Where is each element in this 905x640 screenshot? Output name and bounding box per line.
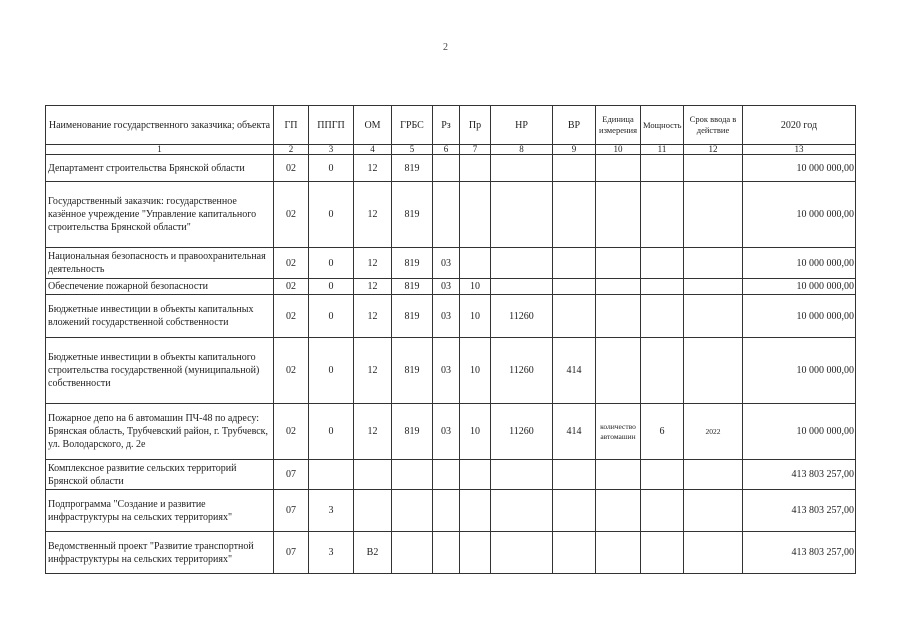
cell-capacity: 6 <box>641 404 684 460</box>
cell-om: 12 <box>354 248 392 279</box>
header-om: ОМ <box>354 106 392 145</box>
cell-gp: 02 <box>274 279 309 295</box>
cell-grbs <box>392 490 433 532</box>
cell-amount: 413 803 257,00 <box>743 460 856 490</box>
table-row <box>46 532 856 574</box>
header-nr: НР <box>491 106 553 145</box>
cell-unit <box>596 338 641 404</box>
cell-om: 12 <box>354 182 392 248</box>
cell-deadline <box>684 295 743 338</box>
cell-amount: 413 803 257,00 <box>743 532 856 574</box>
header-ppgp: ППГП <box>309 106 354 145</box>
cell-amount: 10 000 000,00 <box>743 295 856 338</box>
column-number: 7 <box>460 145 491 155</box>
cell-ppgp: 3 <box>309 532 354 574</box>
cell-deadline <box>684 532 743 574</box>
cell-om <box>354 460 392 490</box>
column-number: 13 <box>743 145 856 155</box>
cell-capacity <box>641 279 684 295</box>
header-capacity: Мощность <box>641 106 684 145</box>
cell-vr <box>553 460 596 490</box>
cell-vr <box>553 248 596 279</box>
cell-rz: 03 <box>433 295 460 338</box>
cell-deadline <box>684 338 743 404</box>
cell-amount: 10 000 000,00 <box>743 338 856 404</box>
header-year: 2020 год <box>743 106 856 145</box>
cell-amount: 10 000 000,00 <box>743 155 856 182</box>
cell-capacity <box>641 490 684 532</box>
cell-rz <box>433 182 460 248</box>
cell-unit <box>596 248 641 279</box>
table-row <box>46 248 856 279</box>
cell-name: Национальная безопасность и правоохранительная деятельность <box>46 248 274 279</box>
cell-grbs <box>392 460 433 490</box>
table-row <box>46 490 856 532</box>
cell-unit <box>596 182 641 248</box>
cell-unit <box>596 460 641 490</box>
cell-ppgp: 0 <box>309 248 354 279</box>
cell-rz: 03 <box>433 404 460 460</box>
cell-vr: 414 <box>553 338 596 404</box>
cell-om: 12 <box>354 279 392 295</box>
cell-nr: 11260 <box>491 295 553 338</box>
cell-capacity <box>641 155 684 182</box>
header-unit: Единица измерения <box>596 106 641 145</box>
cell-vr: 414 <box>553 404 596 460</box>
cell-om <box>354 490 392 532</box>
cell-capacity <box>641 460 684 490</box>
cell-grbs: 819 <box>392 182 433 248</box>
budget-table <box>45 105 856 574</box>
cell-unit <box>596 490 641 532</box>
header-vr: ВР <box>553 106 596 145</box>
cell-vr <box>553 279 596 295</box>
header-rz: Рз <box>433 106 460 145</box>
cell-rz <box>433 155 460 182</box>
cell-grbs: 819 <box>392 279 433 295</box>
cell-rz: 03 <box>433 338 460 404</box>
cell-ppgp: 0 <box>309 295 354 338</box>
cell-nr <box>491 532 553 574</box>
cell-pr: 10 <box>460 338 491 404</box>
table-row <box>46 295 856 338</box>
cell-amount: 10 000 000,00 <box>743 279 856 295</box>
cell-vr <box>553 490 596 532</box>
column-number: 5 <box>392 145 433 155</box>
cell-rz: 03 <box>433 279 460 295</box>
column-number: 11 <box>641 145 684 155</box>
cell-vr <box>553 155 596 182</box>
header-pr: Пр <box>460 106 491 145</box>
cell-amount: 10 000 000,00 <box>743 182 856 248</box>
table-row <box>46 460 856 490</box>
cell-pr <box>460 460 491 490</box>
cell-unit: количество автомашин <box>596 404 641 460</box>
table-row <box>46 279 856 295</box>
cell-deadline: 2022 <box>684 404 743 460</box>
cell-rz: 03 <box>433 248 460 279</box>
cell-grbs: 819 <box>392 404 433 460</box>
cell-nr: 11260 <box>491 338 553 404</box>
cell-pr <box>460 182 491 248</box>
cell-gp: 02 <box>274 248 309 279</box>
cell-ppgp <box>309 460 354 490</box>
cell-ppgp: 0 <box>309 404 354 460</box>
cell-om: В2 <box>354 532 392 574</box>
cell-om: 12 <box>354 295 392 338</box>
cell-nr <box>491 490 553 532</box>
cell-capacity <box>641 248 684 279</box>
cell-amount: 10 000 000,00 <box>743 248 856 279</box>
cell-nr <box>491 460 553 490</box>
cell-pr <box>460 490 491 532</box>
cell-pr: 10 <box>460 404 491 460</box>
cell-gp: 07 <box>274 460 309 490</box>
cell-name: Обеспечение пожарной безопасности <box>46 279 274 295</box>
cell-nr <box>491 279 553 295</box>
cell-name: Пожарное депо на 6 автомашин ПЧ-48 по адресу: Брянская область, Трубчевский район, г. Трубчевск, ул. Володарского, д. 2е <box>46 404 274 460</box>
cell-name: Подпрограмма "Создание и развитие инфраструктуры на сельских территориях" <box>46 490 274 532</box>
cell-name: Государственный заказчик: государственное казённое учреждение "Управление капитального строительства Брянской области" <box>46 182 274 248</box>
cell-rz <box>433 460 460 490</box>
cell-gp: 07 <box>274 490 309 532</box>
column-number: 12 <box>684 145 743 155</box>
cell-amount: 10 000 000,00 <box>743 404 856 460</box>
cell-rz <box>433 490 460 532</box>
table-row <box>46 182 856 248</box>
cell-gp: 02 <box>274 338 309 404</box>
cell-vr <box>553 295 596 338</box>
cell-gp: 07 <box>274 532 309 574</box>
cell-gp: 02 <box>274 404 309 460</box>
cell-deadline <box>684 490 743 532</box>
cell-nr: 11260 <box>491 404 553 460</box>
column-number: 1 <box>46 145 274 155</box>
column-number: 2 <box>274 145 309 155</box>
cell-name: Комплексное развитие сельских территорий Брянской области <box>46 460 274 490</box>
header-gp: ГП <box>274 106 309 145</box>
column-number: 6 <box>433 145 460 155</box>
cell-name: Бюджетные инвестиции в объекты капитальных вложений государственной собственности <box>46 295 274 338</box>
column-number: 8 <box>491 145 553 155</box>
cell-ppgp: 3 <box>309 490 354 532</box>
header-name: Наименование государственного заказчика; объекта <box>46 106 274 145</box>
column-number-row <box>46 145 856 155</box>
cell-pr <box>460 532 491 574</box>
cell-ppgp: 0 <box>309 279 354 295</box>
cell-ppgp: 0 <box>309 155 354 182</box>
cell-gp: 02 <box>274 182 309 248</box>
cell-deadline <box>684 248 743 279</box>
cell-name: Ведомственный проект "Развитие транспортной инфраструктуры на сельских территориях" <box>46 532 274 574</box>
table-row <box>46 155 856 182</box>
cell-capacity <box>641 182 684 248</box>
column-number: 4 <box>354 145 392 155</box>
header-deadline: Срок ввода в действие <box>684 106 743 145</box>
cell-om: 12 <box>354 155 392 182</box>
cell-deadline <box>684 155 743 182</box>
page-number: 2 <box>443 42 448 53</box>
cell-om: 12 <box>354 404 392 460</box>
cell-unit <box>596 532 641 574</box>
cell-pr: 10 <box>460 295 491 338</box>
cell-grbs: 819 <box>392 155 433 182</box>
cell-nr <box>491 248 553 279</box>
header-row <box>46 106 856 145</box>
cell-unit <box>596 295 641 338</box>
column-number: 9 <box>553 145 596 155</box>
cell-nr <box>491 155 553 182</box>
cell-ppgp: 0 <box>309 182 354 248</box>
cell-capacity <box>641 295 684 338</box>
cell-om: 12 <box>354 338 392 404</box>
cell-grbs: 819 <box>392 248 433 279</box>
cell-gp: 02 <box>274 155 309 182</box>
cell-grbs: 819 <box>392 295 433 338</box>
cell-name: Департамент строительства Брянской области <box>46 155 274 182</box>
cell-capacity <box>641 338 684 404</box>
table-body <box>46 145 856 574</box>
cell-amount: 413 803 257,00 <box>743 490 856 532</box>
cell-vr <box>553 532 596 574</box>
cell-grbs <box>392 532 433 574</box>
cell-grbs: 819 <box>392 338 433 404</box>
cell-unit <box>596 155 641 182</box>
cell-name: Бюджетные инвестиции в объекты капитального строительства государственной (муниципальной) собственности <box>46 338 274 404</box>
header-grbs: ГРБС <box>392 106 433 145</box>
cell-gp: 02 <box>274 295 309 338</box>
cell-vr <box>553 182 596 248</box>
cell-nr <box>491 182 553 248</box>
cell-pr: 10 <box>460 279 491 295</box>
cell-unit <box>596 279 641 295</box>
column-number: 3 <box>309 145 354 155</box>
cell-deadline <box>684 460 743 490</box>
table-row <box>46 338 856 404</box>
cell-deadline <box>684 182 743 248</box>
cell-pr <box>460 155 491 182</box>
cell-rz <box>433 532 460 574</box>
column-number: 10 <box>596 145 641 155</box>
cell-pr <box>460 248 491 279</box>
cell-deadline <box>684 279 743 295</box>
table-row <box>46 404 856 460</box>
cell-capacity <box>641 532 684 574</box>
cell-ppgp: 0 <box>309 338 354 404</box>
